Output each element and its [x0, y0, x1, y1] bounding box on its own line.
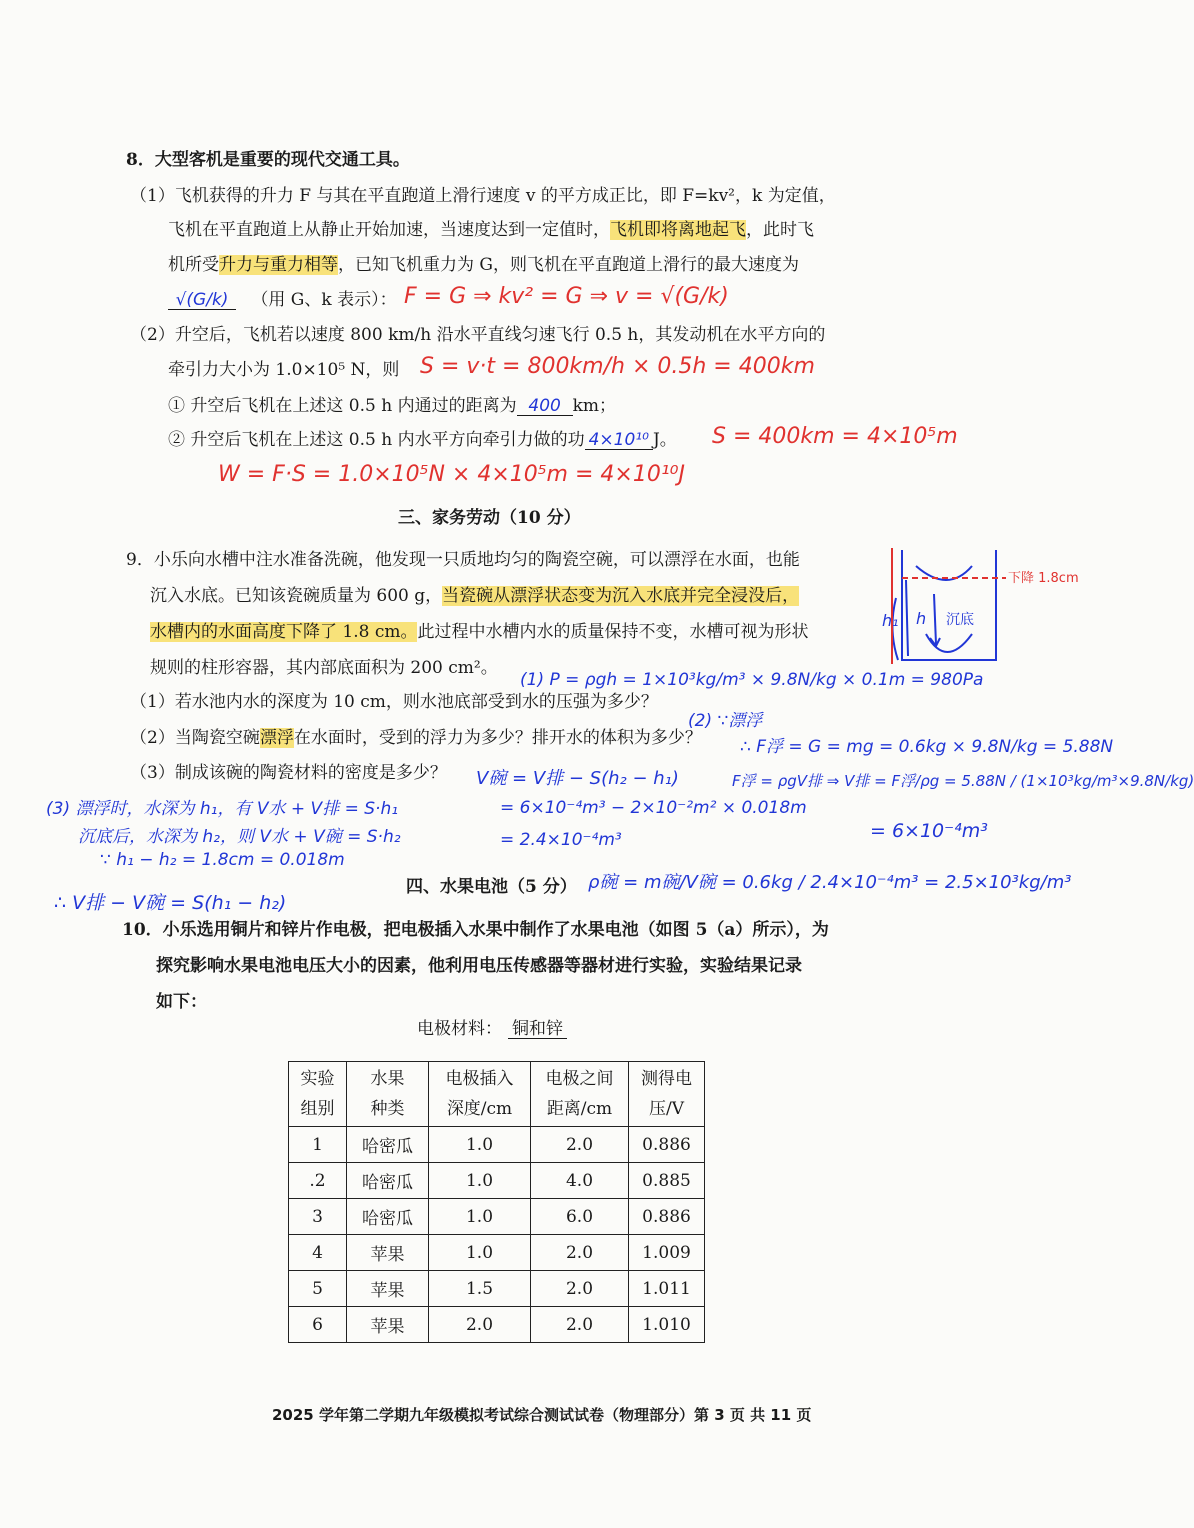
q10-line2: 探究影响水果电池电压大小的因素，他利用电压传感器等器材进行实验，实验结果记录: [156, 956, 802, 976]
table-row: [289, 1199, 705, 1235]
section-3-title: 三、家务劳动（10 分）: [398, 508, 581, 528]
q9-highlight-float: 漂浮: [259, 728, 294, 748]
q9-highlight-sink: 当瓷碗从漂浮状态变为沉入水底并完全浸没后，: [442, 586, 800, 606]
table-row: [289, 1271, 705, 1307]
table-cell: 0.886: [629, 1127, 705, 1163]
table-cell: 1: [289, 1127, 347, 1163]
table-cell: 1.0: [429, 1163, 531, 1199]
sink-arrow: [934, 594, 936, 644]
table-cell: 苹果: [347, 1271, 429, 1307]
electrode-material-label: 电极材料：: [417, 1019, 502, 1039]
table-cell: 2.0: [531, 1307, 629, 1343]
table-cell: 2.0: [531, 1271, 629, 1307]
table-cell: .2: [289, 1163, 347, 1199]
results-table: [288, 1061, 705, 1343]
table-cell: 6.0: [531, 1199, 629, 1235]
q8-part1-line3: [168, 257, 799, 274]
q8-answer-blank-2: 400: [517, 398, 573, 416]
q9-highlight-drop: 水槽内的水面高度下降了 1.8 cm。: [150, 622, 418, 642]
sink-label: 沉底: [946, 612, 974, 628]
header-cell: 电极之间 距离/cm: [531, 1062, 629, 1127]
q9-hw-bowl-volume-3: = 2.4×10⁻⁴m³: [500, 830, 622, 850]
table-cell: 1.0: [429, 1199, 531, 1235]
q8-handwriting-distance: S = v·t = 800km/h × 0.5h = 400km: [420, 354, 815, 379]
q9-hw-bowl-volume: V碗 = V排 − S(h₂ − h₁): [476, 768, 679, 789]
q9-text: 沉入水底。已知该瓷碗质量为 600 g，: [150, 586, 443, 606]
table-cell: 2.0: [429, 1307, 531, 1343]
q9-sub1: （1）若水池内水的深度为 10 cm，则水池底部受到水的压强为多少？: [130, 692, 658, 712]
table-cell: 哈密瓜: [347, 1163, 429, 1199]
q9-hw-density: ρ碗 = m碗/V碗 = 0.6kg / 2.4×10⁻⁴m³ = 2.5×10³kg/m³: [588, 872, 1072, 893]
q9-text: （2）当陶瓷空碗: [130, 728, 260, 748]
table-cell: 1.5: [429, 1271, 531, 1307]
q8-part1-line4: [168, 292, 397, 310]
table-row: [289, 1307, 705, 1343]
q9-hw-bowl-volume-2: = 6×10⁻⁴m³ − 2×10⁻²m² × 0.018m: [500, 798, 807, 818]
drop-label: 下降 1.8cm: [1008, 571, 1079, 586]
header-cell: 实验 组别: [289, 1062, 347, 1127]
q8-answer-blank-1: √(G/k): [168, 292, 236, 310]
q8-part2-line1: （2）升空后，飞机若以速度 800 km/h 沿水平直线匀速飞行 0.5 h，其发动机在水平方向的: [130, 325, 826, 345]
q9-hw-floating: (2) ∵漂浮: [688, 711, 763, 731]
q10-line1: 10．小乐选用铜片和锌片作电极，把电极插入水果中制作了水果电池（如图 5（a）所示），为: [122, 920, 829, 940]
q8-text: km；: [572, 396, 617, 416]
table-cell: 哈密瓜: [347, 1199, 429, 1235]
q9-line2: [150, 588, 799, 605]
table-cell: 哈密瓜: [347, 1127, 429, 1163]
table-cell: 苹果: [347, 1307, 429, 1343]
q8-highlight-takeoff: 飞机即将离地起飞: [610, 220, 746, 240]
table-cell: 1.0: [429, 1127, 531, 1163]
q9-tank-diagram: [876, 544, 1079, 670]
q9-hw-reason-2: 沉底后，水深为 h₂，则 V水 + V碗 = S·h₂: [78, 827, 401, 847]
q8-part1-line1: （1）飞机获得的升力 F 与其在平直跑道上滑行速度 v 的平方成正比，即 F=kv²，k 为定值，: [130, 186, 836, 206]
q8-text: ，已知飞机重力为 G，则飞机在平直跑道上滑行的最大速度为: [338, 255, 799, 275]
q8-answer-blank-3: 4×10¹⁰: [585, 432, 653, 450]
table-cell: 3: [289, 1199, 347, 1235]
q9-line4: 规则的柱形容器，其内部底面积为 200 cm²。: [150, 658, 498, 678]
q8-handwriting-derivation: F = G ⇒ kv² = G ⇒ v = √(G/k): [404, 284, 729, 309]
q10-line3: 如下：: [156, 992, 207, 1012]
header-cell: 测得电 压/V: [629, 1062, 705, 1127]
q9-hw-reason-1: (3) 漂浮时，水深为 h₁，有 V水 + V排 = S·h₁: [46, 799, 399, 819]
section-4-title: 四、水果电池（5 分）: [406, 877, 577, 897]
header-cell: 水果 种类: [347, 1062, 429, 1127]
q9-hw-displaced: F浮 = ρgV排 ⇒ V排 = F浮/ρg = 5.88N / (1×10³kg/m³×9.8N/kg): [732, 772, 1194, 790]
table-cell: 1.011: [629, 1271, 705, 1307]
q9-text: 在水面时，受到的浮力为多少？排开水的体积为多少？: [293, 728, 702, 748]
h1-label: h₁: [882, 611, 899, 630]
electrode-material-value: 铜和锌: [508, 1021, 567, 1039]
q9-text: 此过程中水槽内水的质量保持不变，水槽可视为形状: [417, 622, 809, 642]
q8-text: 机所受: [168, 255, 219, 275]
q9-hw-reason-3: ∵ h₁ − h₂ = 1.8cm = 0.018m: [100, 850, 345, 870]
table-cell: 苹果: [347, 1235, 429, 1271]
q8-part1-line2: [168, 222, 814, 239]
table-cell: 4: [289, 1235, 347, 1271]
q9-hw-buoyancy: ∴ F浮 = G = mg = 0.6kg × 9.8N/kg = 5.88N: [740, 737, 1114, 757]
q8-text: J。: [652, 430, 677, 450]
q9-line3: [150, 624, 808, 641]
table-cell: 2.0: [531, 1235, 629, 1271]
table-cell: 5: [289, 1271, 347, 1307]
q8-text: 飞机在平直跑道上从静止开始加速，当速度达到一定值时，: [168, 220, 610, 240]
header-cell: 电极插入 深度/cm: [429, 1062, 531, 1127]
q8-text: ① 升空后飞机在上述这 0.5 h 内通过的距离为: [168, 396, 517, 416]
table-cell: 1.010: [629, 1307, 705, 1343]
page-footer: 2025 学年第二学期九年级模拟考试综合测试试卷（物理部分）第 3 页 共 11 页: [272, 1406, 812, 1424]
table-cell: 4.0: [531, 1163, 629, 1199]
table-cell: 0.886: [629, 1199, 705, 1235]
table-cell: 1.009: [629, 1235, 705, 1271]
q8-sub1: [168, 398, 616, 416]
q8-text: ② 升空后飞机在上述这 0.5 h 内水平方向牵引力做的功: [168, 430, 585, 450]
q8-part2-line2: 牵引力大小为 1.0×10⁵ N，则: [168, 360, 400, 380]
q8-text: ，此时飞: [746, 220, 814, 240]
table-cell: 2.0: [531, 1127, 629, 1163]
h-arrow: [906, 580, 908, 656]
q8-highlight-balance: 升力与重力相等: [219, 255, 338, 275]
q9-sub3: （3）制成该碗的陶瓷材料的密度是多少？: [130, 763, 447, 783]
q8-handwriting-conversion: S = 400km = 4×10⁵m: [712, 424, 958, 449]
q8-handwriting-work: W = F·S = 1.0×10⁵N × 4×10⁵m = 4×10¹⁰J: [218, 462, 685, 487]
q9-sub2: [130, 730, 702, 747]
table-row: [289, 1235, 705, 1271]
electrode-material: [417, 1021, 567, 1039]
table-row: [289, 1127, 705, 1163]
table-cell: 0.885: [629, 1163, 705, 1199]
q9-hw-reason-4: ∴ V排 − V碗 = S(h₁ − h₂): [54, 892, 287, 914]
table-header-row: [289, 1062, 705, 1127]
q8-stem: 8．大型客机是重要的现代交通工具。: [126, 150, 410, 170]
h-label: h: [916, 609, 927, 628]
q8-sub2: [168, 432, 677, 450]
table-row: [289, 1163, 705, 1199]
q8-text: （用 G、k 表示）：: [251, 290, 397, 310]
q9-hw-answer1: (1) P = ρgh = 1×10³kg/m³ × 9.8N/kg × 0.1m = 980Pa: [520, 670, 984, 690]
q9-line1: 9．小乐向水槽中注水准备洗碗，他发现一只质地均匀的陶瓷空碗，可以漂浮在水面，也能: [126, 550, 800, 570]
table-cell: 1.0: [429, 1235, 531, 1271]
table-cell: 6: [289, 1307, 347, 1343]
q9-hw-displaced-result: = 6×10⁻⁴m³: [870, 820, 988, 842]
